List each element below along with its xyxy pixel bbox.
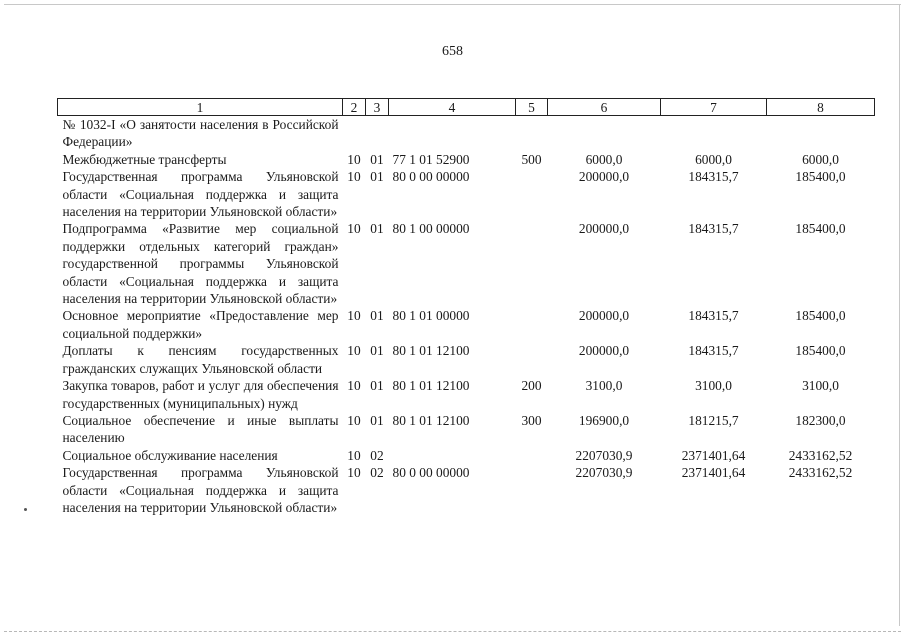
row-amount-1: 200000,0 — [578, 221, 630, 237]
row-amount-3: 185400,0 — [795, 343, 846, 359]
row-target-code — [389, 447, 516, 464]
header-col-2: 2 — [343, 99, 366, 116]
page-border-top — [4, 4, 901, 5]
row-amount-3: 2433162,52 — [788, 447, 853, 463]
row-name: Государственная программа Ульяновской области «Социальная поддержка и защита населения на территории Ульяновской области» — [62, 169, 339, 220]
page-border-right — [899, 4, 900, 626]
row-amount-3: 6000,0 — [802, 151, 839, 167]
row-amount-2: 184315,7 — [688, 221, 739, 237]
row-amount-3: 2433162,52 — [788, 465, 853, 481]
row-target-code: 77 1 01 52900 — [392, 151, 470, 167]
row-amount-3 — [767, 116, 875, 151]
table-row — [58, 168, 875, 220]
row-section: 10 — [347, 308, 361, 324]
row-amount-1: 196900,0 — [578, 412, 630, 428]
row-amount-1: 2207030,9 — [575, 465, 633, 481]
header-col-7: 7 — [661, 99, 767, 116]
header-col-4: 4 — [389, 99, 516, 116]
row-expense-type — [516, 220, 548, 307]
row-amount-2 — [661, 116, 767, 151]
row-target-code: 80 0 00 00000 — [392, 169, 470, 185]
row-section: 10 — [347, 378, 361, 394]
row-expense-type: 300 — [521, 412, 542, 428]
row-amount-1: 3100,0 — [585, 378, 623, 394]
row-amount-2: 6000,0 — [695, 151, 732, 167]
row-expense-type: 500 — [521, 151, 542, 167]
row-subsection: 01 — [370, 169, 384, 185]
budget-table — [57, 98, 875, 516]
header-col-8: 8 — [767, 99, 875, 116]
table-row — [58, 342, 875, 377]
table-row — [58, 412, 875, 447]
row-amount-2: 181215,7 — [688, 412, 739, 428]
table-row — [58, 464, 875, 516]
row-expense-type — [516, 307, 548, 342]
row-section: 10 — [347, 465, 361, 481]
row-expense-type — [516, 168, 548, 220]
row-expense-type — [516, 464, 548, 516]
row-target-code: 80 1 01 00000 — [392, 308, 470, 324]
row-name: Основное мероприятие «Предоставление мер социальной поддержки» — [62, 308, 339, 341]
row-amount-3: 3100,0 — [802, 378, 839, 394]
header-col-1: 1 — [58, 99, 343, 116]
row-expense-type — [516, 447, 548, 464]
row-target-code: 80 0 00 00000 — [392, 465, 470, 481]
row-section: 10 — [347, 447, 361, 463]
table-row — [58, 377, 875, 412]
row-amount-3: 185400,0 — [795, 308, 846, 324]
row-amount-3: 185400,0 — [795, 169, 846, 185]
row-subsection: 02 — [370, 465, 384, 481]
page-number: 658 — [442, 44, 463, 59]
row-amount-1: 200000,0 — [578, 343, 630, 359]
row-expense-type: 200 — [521, 378, 542, 394]
row-name: Подпрограмма «Развитие мер социальной поддержки отдельных категорий граждан» государственной программы Ульяновской области «Социальная поддержка и защита населения на территории Ульяновской области» — [62, 221, 339, 307]
row-name: Межбюджетные трансферты — [62, 151, 227, 167]
row-expense-type — [516, 116, 548, 151]
row-amount-2: 184315,7 — [688, 308, 739, 324]
header-col-3: 3 — [366, 99, 389, 116]
row-amount-3: 182300,0 — [795, 412, 846, 428]
row-name: № 1032-I «О занятости населения в Российской Федерации» — [62, 117, 339, 150]
row-target-code: 80 1 01 12100 — [392, 412, 470, 428]
row-amount-1: 200000,0 — [578, 169, 630, 185]
row-section: 10 — [347, 343, 361, 359]
table-row — [58, 116, 875, 151]
row-amount-2: 2371401,64 — [681, 465, 746, 481]
row-subsection — [366, 116, 389, 151]
row-name: Доплаты к пенсиям государственных гражданских служащих Ульяновской области — [62, 343, 339, 376]
header-col-6: 6 — [548, 99, 661, 116]
row-amount-1 — [548, 116, 661, 151]
row-amount-2: 3100,0 — [695, 378, 732, 394]
row-section — [343, 116, 366, 151]
row-subsection: 01 — [370, 343, 384, 359]
row-section: 10 — [347, 151, 361, 167]
row-name: Социальное обеспечение и иные выплаты населению — [62, 412, 339, 446]
row-section: 10 — [347, 221, 361, 237]
header-col-5: 5 — [516, 99, 548, 116]
row-target-code: 80 1 00 00000 — [392, 221, 470, 237]
row-amount-2: 184315,7 — [688, 343, 739, 359]
header-row — [58, 99, 875, 116]
page-border-bottom — [4, 631, 901, 632]
table-row — [58, 220, 875, 307]
row-subsection: 01 — [370, 308, 384, 324]
row-amount-1: 6000,0 — [585, 151, 623, 167]
row-name: Государственная программа Ульяновской области «Социальная поддержка и защита населения на территории Ульяновской области» — [62, 465, 339, 515]
row-name: Закупка товаров, работ и услуг для обеспечения государственных (муниципальных) нужд — [62, 378, 339, 411]
row-subsection: 01 — [370, 151, 384, 167]
table-row — [58, 307, 875, 342]
row-target-code: 80 1 01 12100 — [392, 378, 470, 394]
row-name: Социальное обслуживание населения — [62, 447, 278, 463]
scan-speck — [24, 508, 27, 511]
table-row — [58, 447, 875, 464]
row-target-code: 80 1 01 12100 — [392, 343, 470, 359]
row-section: 10 — [347, 412, 361, 428]
row-amount-1: 2207030,9 — [575, 447, 633, 463]
row-section: 10 — [347, 169, 361, 185]
row-subsection: 01 — [370, 412, 384, 428]
row-expense-type — [516, 342, 548, 377]
row-amount-2: 2371401,64 — [681, 447, 746, 463]
row-amount-2: 184315,7 — [688, 169, 739, 185]
table-row — [58, 151, 875, 168]
row-amount-1: 200000,0 — [578, 308, 630, 324]
row-subsection: 02 — [370, 447, 384, 463]
row-amount-3: 185400,0 — [795, 221, 846, 237]
row-subsection: 01 — [370, 221, 384, 237]
row-subsection: 01 — [370, 378, 384, 394]
row-target-code — [389, 116, 516, 151]
